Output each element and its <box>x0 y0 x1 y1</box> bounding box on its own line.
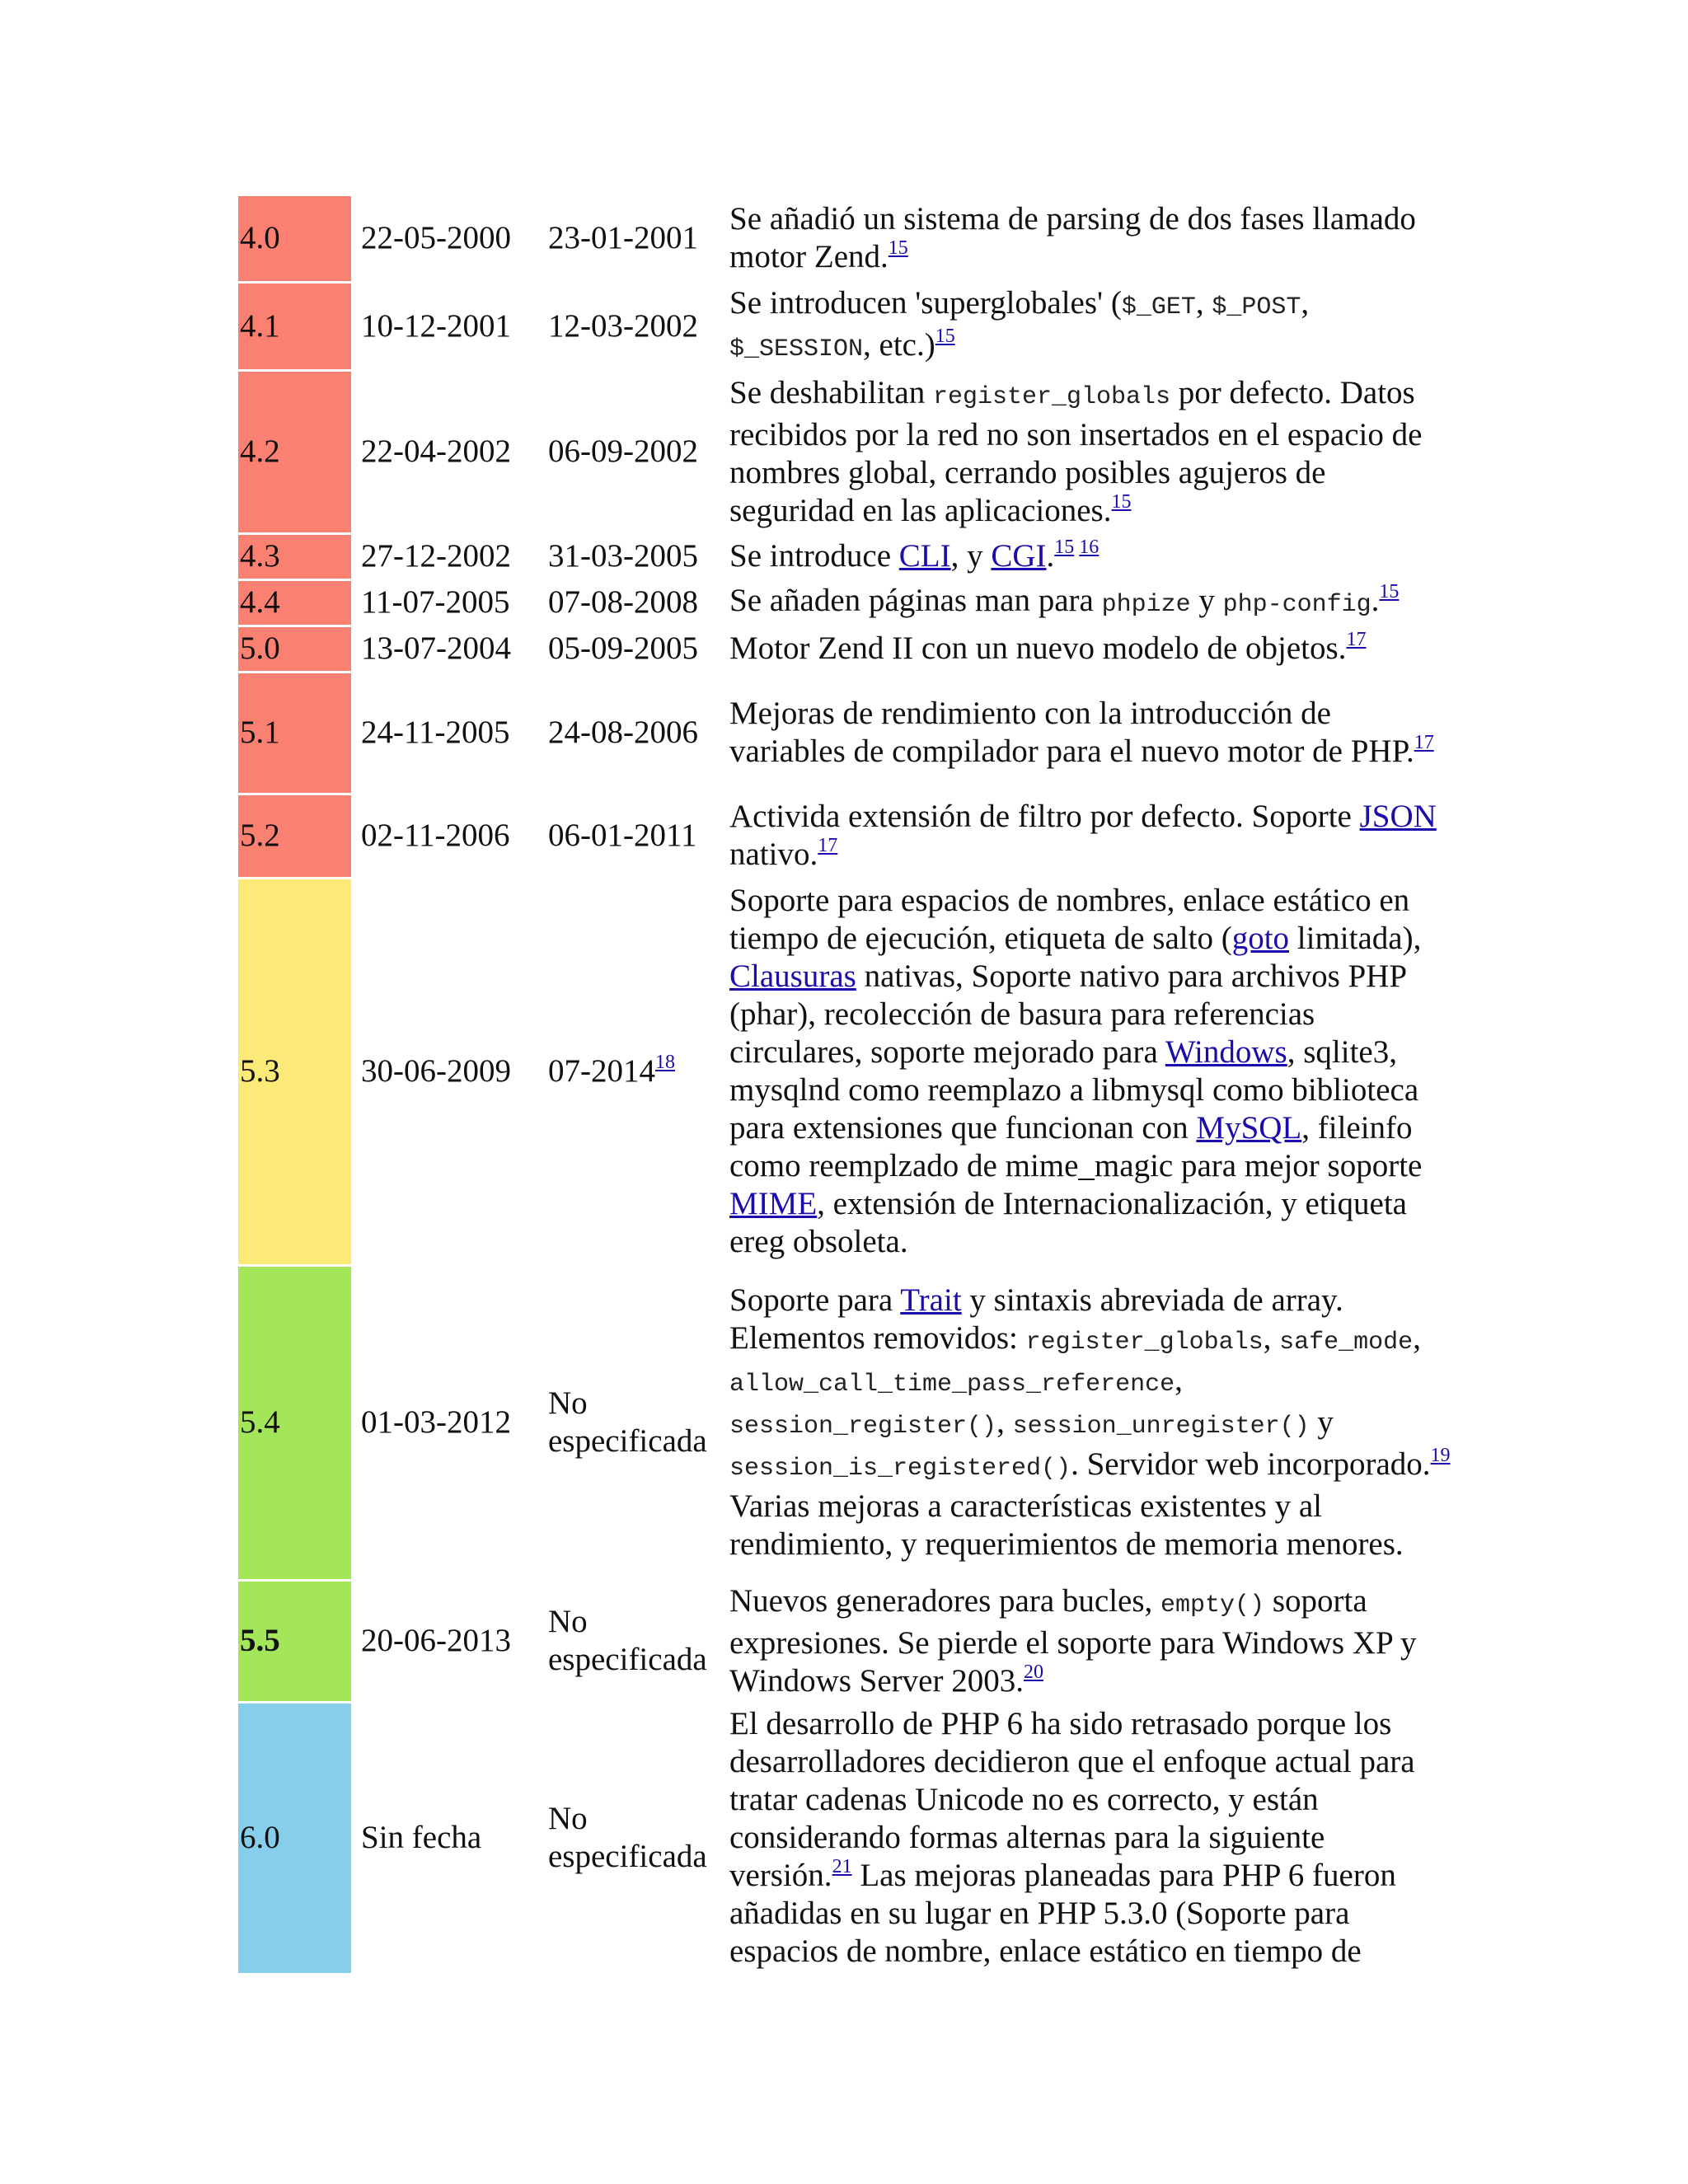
version-cell: 6.0 <box>238 1702 354 1974</box>
table-row <box>238 579 1451 626</box>
release-date-cell: 24-11-2005 <box>354 672 542 794</box>
windows-link[interactable]: Windows <box>1165 1034 1287 1070</box>
release-date-cell: 11-07-2005 <box>354 579 542 626</box>
table-row <box>238 370 1451 533</box>
release-date-cell: 22-05-2000 <box>354 196 542 282</box>
release-date-cell: 10-12-2001 <box>354 282 542 370</box>
description-cell: Motor Zend II con un nuevo modelo de objetos.$^{17}$ <box>723 626 1451 672</box>
version-cell: 5.4 <box>238 1265 354 1580</box>
version-cell: 4.4 <box>238 579 354 626</box>
version-cell: 4.0 <box>238 196 354 282</box>
end-support-cell: No especificada <box>542 1265 723 1580</box>
php-version-table-container <box>238 196 1451 1975</box>
end-support-cell: 12-03-2002 <box>542 282 723 370</box>
reference-link[interactable]: 15 <box>1111 490 1132 513</box>
cli-link[interactable]: CLI <box>898 538 951 574</box>
table-row <box>238 196 1451 282</box>
end-support-cell: 07-08-2008 <box>542 579 723 626</box>
description-cell: Activida extensión de filtro por defecto. Soporte JSON nativo.$^{17}$ <box>723 794 1451 878</box>
mime-link[interactable]: MIME <box>729 1186 818 1221</box>
json-link[interactable]: JSON <box>1359 799 1437 834</box>
reference-link[interactable]: 15 <box>935 325 955 347</box>
description-cell: Se introduce CLI, y CGI.$^{15 16}$ <box>723 533 1451 579</box>
table-row <box>238 1580 1451 1702</box>
version-cell: 4.2 <box>238 370 354 533</box>
end-support-cell: 24-08-2006 <box>542 672 723 794</box>
end-support-cell: 07-2014$^{18}$ <box>542 878 723 1265</box>
reference-link[interactable]: 19 <box>1430 1445 1451 1466</box>
reference-link[interactable]: 21 <box>832 1856 852 1877</box>
description-cell: Se introducen 'superglobales' ($_GET, $_POST, $_SESSION, etc.)$^{15}$ <box>723 282 1451 370</box>
clausuras-link[interactable]: Clausuras <box>729 958 856 994</box>
release-date-cell: 27-12-2002 <box>354 533 542 579</box>
table-row <box>238 1702 1451 1974</box>
version-cell: 4.1 <box>238 282 354 370</box>
description-cell: Soporte para espacios de nombres, enlace estático en tiempo de ejecución, etiqueta de salto (goto limitada), Clausuras nativas, Soporte nativo para archivos PHP (phar), recolección de basura para referencias circulares, soporte mejorado para Windows, sqlite3, mysqlnd como reemplazo a libmysql como biblioteca para extensiones que funcionan con MySQL, fileinfo como reemplzado de mime_magic para mejor soporte MIME, extensión de Internacionalización, y etiqueta ereg obsoleta. <box>723 878 1451 1265</box>
reference-link[interactable]: 17 <box>1414 732 1434 753</box>
reference-link[interactable]: 18 <box>655 1052 675 1073</box>
reference-link[interactable]: 17 <box>818 835 838 856</box>
version-cell: 5.3 <box>238 878 354 1265</box>
reference-link[interactable]: 15 <box>1379 580 1400 602</box>
release-date-cell: 01-03-2012 <box>354 1265 542 1580</box>
php-version-table <box>238 196 1451 1975</box>
reference-link[interactable]: 16 <box>1079 537 1100 558</box>
reference-link[interactable]: 17 <box>1346 629 1367 650</box>
cgi-link[interactable]: CGI <box>991 538 1047 574</box>
table-row <box>238 794 1451 878</box>
release-date-cell: 30-06-2009 <box>354 878 542 1265</box>
description-cell: Soporte para Trait y sintaxis abreviada de array. Elementos removidos: register_globals, safe_mode, allow_call_time_pass_reference, session_register(), session_unregister() y session_is_registered(). Servidor web incorporado.$^{19}$ Varias mejoras a características existentes y al rendimiento, y requerimientos de memoria menores. <box>723 1265 1451 1580</box>
version-cell: 5.2 <box>238 794 354 878</box>
end-support-cell: 05-09-2005 <box>542 626 723 672</box>
table-row <box>238 282 1451 370</box>
description-cell: Se añadió un sistema de parsing de dos fases llamado motor Zend.$^{15}$ <box>723 196 1451 282</box>
version-cell: 5.0 <box>238 626 354 672</box>
release-date-cell: 20-06-2013 <box>354 1580 542 1702</box>
description-cell: Mejoras de rendimiento con la introducción de variables de compilador para el nuevo motor de PHP.$^{17}$ <box>723 672 1451 794</box>
table-row <box>238 626 1451 672</box>
version-cell: 5.5 <box>238 1580 354 1702</box>
mysql-link[interactable]: MySQL <box>1196 1110 1302 1146</box>
description-cell: Se deshabilitan register_globals por defecto. Datos recibidos por la red no son insertados en el espacio de nombres global, cerrando posibles agujeros de seguridad en las aplicaciones.$^{15}$ <box>723 370 1451 533</box>
end-support-cell: 06-09-2002 <box>542 370 723 533</box>
end-support-cell: 06-01-2011 <box>542 794 723 878</box>
description-cell: Nuevos generadores para bucles, empty() soporta expresiones. Se pierde el soporte para Windows XP y Windows Server 2003.20 <box>723 1580 1451 1702</box>
end-support-cell: No especificada <box>542 1580 723 1702</box>
reference-link[interactable]: 15 <box>1054 537 1075 558</box>
release-date-cell: Sin fecha <box>354 1702 542 1974</box>
reference-link[interactable]: 20 <box>1023 1661 1043 1683</box>
end-support-cell: 31-03-2005 <box>542 533 723 579</box>
reference-link[interactable]: 15 <box>888 237 908 260</box>
release-date-cell: 02-11-2006 <box>354 794 542 878</box>
table-row <box>238 878 1451 1265</box>
description-cell: Se añaden páginas man para phpize y php-config.$^{15}$ <box>723 579 1451 626</box>
table-row <box>238 672 1451 794</box>
version-cell: 4.3 <box>238 533 354 579</box>
description-cell: El desarrollo de PHP 6 ha sido retrasado porque los desarrolladores decidieron que el enfoque actual para tratar cadenas Unicode no es correcto, y están considerando formas alternas para la siguiente versión.$^{21}$ Las mejoras planeadas para PHP 6 fueron añadidas en su lugar en PHP 5.3.0 (Soporte para espacios de nombre, enlace estático en tiempo de <box>723 1702 1451 1974</box>
table-row <box>238 533 1451 579</box>
release-date-cell: 13-07-2004 <box>354 626 542 672</box>
goto-link[interactable]: goto <box>1231 921 1290 956</box>
table-row <box>238 1265 1451 1580</box>
release-date-cell: 22-04-2002 <box>354 370 542 533</box>
version-cell: 5.1 <box>238 672 354 794</box>
end-support-cell: 23-01-2001 <box>542 196 723 282</box>
trait-link[interactable]: Trait <box>900 1282 962 1318</box>
end-support-cell: No especificada <box>542 1702 723 1974</box>
